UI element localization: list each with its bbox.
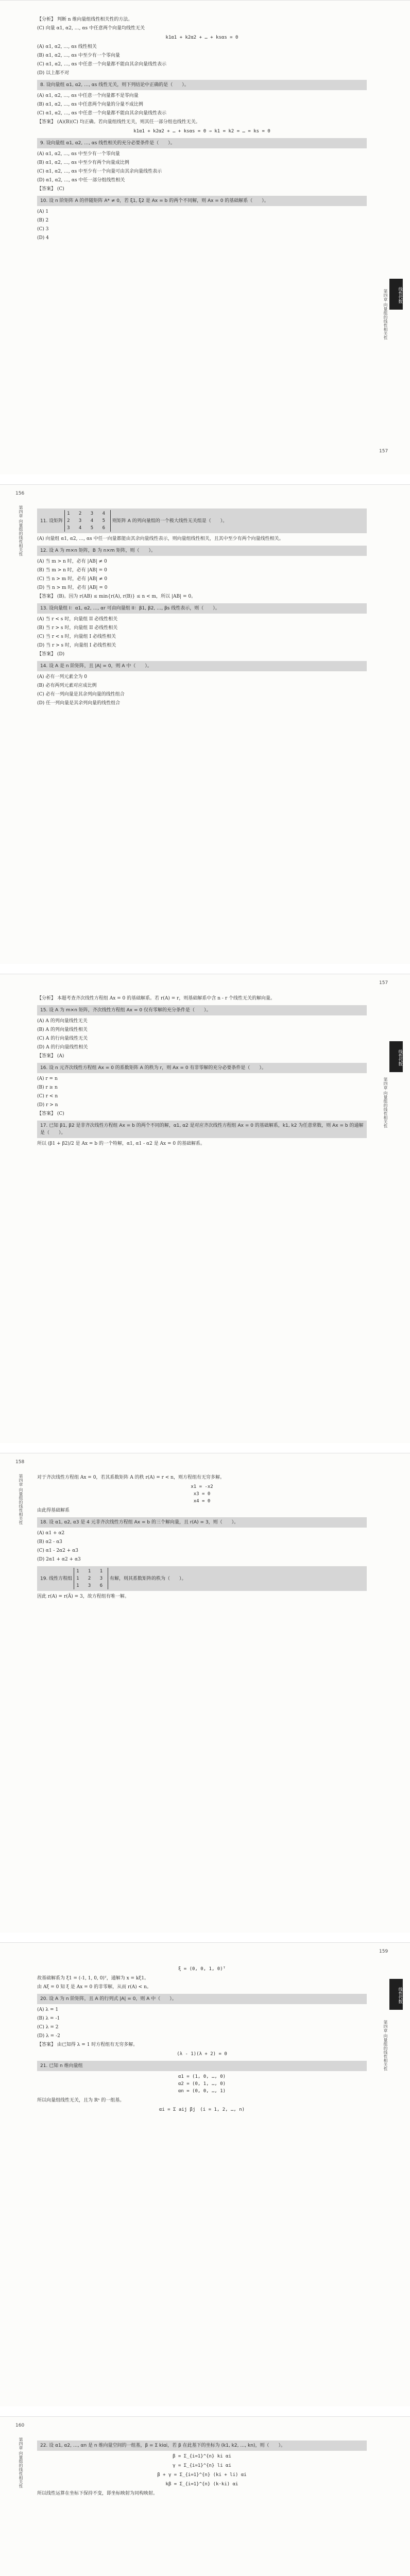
page-content	[37, 2437, 367, 2499]
answer: 【答案】 (A)	[37, 1054, 64, 1059]
page-number: 157	[379, 449, 388, 454]
matrix-row: 2 3 4 5	[67, 518, 108, 523]
option: (C) 必有一列向量是其余列向量的线性组合	[37, 692, 125, 697]
page-2	[0, 484, 410, 964]
option: (A) 必有一列元素全为 0	[37, 674, 87, 680]
question-header: 13. 设向量组 I：α1, α2, …, αr 可由向量组 II：β1, β2, …, βs 线性表示，则（ ）。	[37, 603, 367, 614]
option: (C) λ = 2	[37, 2025, 59, 2030]
page-number: 158	[15, 1460, 25, 1465]
option: (B) A 的列向量线性相关	[37, 1027, 88, 1032]
question-header: 10. 设 n 阶矩阵 A 的伴随矩阵 A* ≠ 0，若 ξ1, ξ2 是 Ax = b 的两个不同解，则 Ax = 0 的基础解系（ ）。	[37, 196, 367, 206]
option: (C) α1, α2, …, αs 中任意一个向量都不能由其余向量线性表示	[37, 111, 167, 116]
question-header: 14. 设 A 是 n 阶矩阵，且 |A| = 0，则 A 中（ ）。	[37, 661, 367, 671]
question-header	[37, 509, 367, 533]
option: (D) 当 n > m 时，必有 |AB| = 0	[37, 585, 108, 590]
option: (A) α1, α2, …, αs 中至少有一个零向量	[37, 151, 120, 157]
side-title: 第四章 向量组的线性相关性	[383, 1077, 388, 1128]
vector: α2 = (0, 1, …, 0)	[178, 2081, 226, 2087]
option: (A) 1	[37, 209, 49, 214]
paragraph: 由此得基础解系	[37, 1508, 70, 1513]
option: (D) λ = -2	[37, 2033, 60, 2039]
option: (D) 任一列向量是其余列向量的线性组合	[37, 701, 121, 706]
option: (C) 当 n > m 时，必有 |AB| ≠ 0	[37, 577, 108, 582]
vector: α1 = (1, 0, …, 0)	[178, 2074, 226, 2079]
formula: k1α1 + k2α2 + … + ksαs = 0 ⇒ k1 = k2 = … = ks = 0	[133, 129, 270, 134]
matrix	[74, 1568, 108, 1589]
matrix-row: 1 1 1	[76, 1569, 106, 1574]
vector: αn = (0, 0, …, 1)	[178, 2089, 226, 2094]
option: (C) r < n	[37, 1094, 58, 1099]
formula: (λ - 1)(λ + 2) = 0	[177, 2052, 227, 2057]
question-header: 8. 设向量组 α1, α2, …, αs 线性无关，则下列结论中正确的是（ ）。	[37, 80, 367, 90]
option: (D) A 的行向量线性相关	[37, 1045, 88, 1050]
answer: 【答案】 (C)	[37, 1111, 64, 1116]
paragraph: 所以线性运算在坐标下保持不变，即坐标映射为同构映射。	[37, 2491, 158, 2496]
option: (B) 必有两列元素对应成比例	[37, 683, 97, 688]
side-title: 第四章 向量组的线性相关性	[383, 2020, 388, 2071]
page-number: 159	[379, 1949, 388, 1954]
page-content	[37, 1474, 367, 1602]
question-header: 20. 设 A 为 n 阶矩阵，且 A 的行列式 |A| = 0，则 A 中（ ）。	[37, 1994, 367, 2004]
option: (C) α1 - 2α2 + α3	[37, 1548, 78, 1553]
option: (D) 2α1 + α2 + α3	[37, 1557, 81, 1562]
question-header: 21. 已知 n 维向量组	[37, 2061, 367, 2071]
option: (B) α1, α2, …, αs 中任意两个向量的分量不成比例	[37, 102, 143, 107]
question-text: 11. 设矩阵	[40, 518, 63, 524]
answer: 因此 r(A) = r(Ā) = 3，故方程组有唯一解。	[37, 1594, 129, 1599]
matrix-row: 3 4 5 6	[67, 526, 108, 531]
option: (B) λ = -1	[37, 2016, 60, 2021]
answer: 所以向量组线性无关，且为 Rⁿ 的一组基。	[37, 2098, 125, 2103]
formula: ξ = (0, 0, 1, 0)ᵀ	[178, 1967, 226, 1972]
matrix-row: 1 2 3 4	[67, 511, 108, 516]
option: (A) 当 r < s 时，向量组 II 必线性相关	[37, 617, 118, 622]
question-text: 19. 线性方程组	[40, 1576, 73, 1582]
question-header: 12. 设 A 为 m×n 矩阵，B 为 n×m 矩阵，则（ ）。	[37, 546, 367, 556]
option: (A) 当 m > n 时，必有 |AB| ≠ 0	[37, 559, 107, 564]
chapter-tab: 线性代数	[389, 279, 403, 310]
chapter-tab: 线性代数	[389, 1041, 403, 1072]
page-content	[37, 16, 367, 243]
option: (C) α1, α2, …, αs 中任意一个向量都不能由其余向量线性表示	[37, 62, 167, 67]
option: (D) 以上都不对	[37, 71, 70, 76]
option: (B) α2 - α3	[37, 1539, 62, 1545]
matrix-row: 1 2 3	[76, 1576, 106, 1581]
paragraph: 对于齐次线性方程组 Ax = 0，若其系数矩阵 A 的秩 r(A) = r < n，则方程组有无穷多解。	[37, 1475, 225, 1480]
option: (A) α1 + α2	[37, 1531, 65, 1536]
page-number: 156	[15, 491, 25, 496]
formula: k1α1 + k2α2 + … + ksαs = 0	[165, 35, 238, 40]
equation: x1 = -x2	[191, 1484, 213, 1489]
option: (B) α1, α2, …, αs 中至少有两个向量成比例	[37, 160, 129, 165]
option: (C) 3	[37, 227, 49, 232]
option: (D) 当 r > s 时，向量组 I 必线性相关	[37, 643, 116, 648]
paragraph: 故基础解系为 ξ1 = (-1, 1, 0, 0)ᵀ，通解为 x = kξ1。	[37, 1976, 149, 1981]
question-header	[37, 1566, 367, 1591]
option: (A) A 的列向量线性无关	[37, 1019, 88, 1024]
question-header: 9. 设向量组 α1, α2, …, αs 线性相关的充分必要条件是（ ）。	[37, 138, 367, 148]
side-title: 第四章 向量组的线性相关性	[19, 505, 23, 556]
page-5	[0, 1942, 410, 2406]
option: (A) λ = 1	[37, 2007, 59, 2012]
page-6	[0, 2416, 410, 2576]
question-text: 有解，则其系数矩阵的秩为（ ）。	[110, 1576, 186, 1582]
option: (A) α1, α2, …, αs 线性相关	[37, 44, 97, 49]
option: (B) 当 r > s 时，向量组 II 必线性相关	[37, 625, 118, 631]
matrix-row: 1 3 6	[76, 1583, 106, 1588]
option: (B) 当 m > n 时，必有 |AB| = 0	[37, 568, 107, 573]
option: (B) r ≥ n	[37, 1085, 58, 1090]
answer: 【答案】 由已知得 λ = 1 时方程组有无穷多解。	[37, 2042, 138, 2047]
option: (C) 当 r < s 时，向量组 I 必线性相关	[37, 634, 116, 639]
side-title: 第四章 向量组的线性相关性	[383, 289, 388, 340]
option: (B) 2	[37, 218, 49, 223]
side-title: 第四章 向量组的线性相关性	[19, 2437, 23, 2488]
option: (A) α1, α2, …, αs 中任意一个向量都不是零向量	[37, 93, 139, 98]
option: (D) 4	[37, 235, 49, 241]
option: (D) α1, α2, …, αs 中任一部分组线性相关	[37, 178, 125, 183]
page-number: 160	[15, 2423, 25, 2428]
page-4	[0, 1453, 410, 1933]
vector-list	[37, 2073, 367, 2095]
question-header: 17. 已知 β1, β2 是非齐次线性方程组 Ax = b 的两个不同的解，α1, α2 是对应齐次线性方程组 Ax = 0 的基础解系，k1, k2 为任意常数，则 Ax = b 的通解是（ ）。	[37, 1121, 367, 1138]
question-header: 22. 设 α1, α2, …, αn 是 n 维向量空间的一组基，β = Σ kiαi，若 β 在此基下的坐标为 (k1, k2, …, kn)，则（ ）。	[37, 2441, 367, 2451]
question-text: 则矩阵 A 的列向量组的一个极大线性无关组是（ ）。	[112, 518, 228, 524]
chapter-tab: 线性代数	[389, 1979, 403, 2010]
answer: 【答案】 (D)	[37, 652, 65, 657]
equation: x4 = 0	[193, 1499, 211, 1504]
page-1	[0, 0, 410, 474]
equation: x3 = 0	[193, 1492, 211, 1497]
formula: β = Σ_{i=1}^{n} ki αi	[173, 2454, 231, 2459]
formula: αi = Σ aij βj (i = 1, 2, …, n)	[159, 2107, 245, 2112]
option: (C) α1, α2, …, αs 中至少有一个向量可由其余向量线性表示	[37, 169, 162, 174]
paragraph: 由 Aξ = 0 知 ξ 是 Ax = 0 的非零解，从而 r(A) < n。	[37, 1985, 151, 1990]
page-content	[37, 505, 367, 708]
answer: 【答案】 (C)	[37, 187, 64, 192]
paragraph: 所以 (β1 + β2)/2 是 Ax = b 的一个特解，α1, α1 - α2 是 Ax = 0 的基础解系。	[37, 1141, 205, 1146]
answer: 【答案】 (A)(B)(C) 均正确。若向量组线性无关，则其任一部分组也线性无关。	[37, 120, 200, 125]
note: 【分析】 判断 n 维向量组线性相关性的方法。	[37, 17, 133, 22]
page-content	[37, 1963, 367, 2115]
answer: 【答案】 (B)。因为 r(AB) ≤ min{r(A), r(B)} ≤ n < m，所以 |AB| = 0。	[37, 594, 196, 599]
matrix	[64, 510, 111, 532]
question-text: (C) 向量 α1, α2, …, αs 中任意两个向量均线性无关	[37, 26, 145, 31]
option: (C) A 的行向量线性无关	[37, 1036, 88, 1041]
formula: γ = Σ_{i=1}^{n} li αi	[173, 2463, 231, 2468]
paragraph: 【分析】 本题考查齐次线性方程组 Ax = 0 的基础解系。若 r(A) = r，则基础解系中含 n - r 个线性无关的解向量。	[37, 996, 275, 1001]
page-number: 157	[379, 980, 388, 986]
option: (D) r > n	[37, 1103, 58, 1108]
side-title: 第四章 向量组的线性相关性	[19, 1474, 23, 1525]
formula: β + γ = Σ_{i=1}^{n} (ki + li) αi	[157, 2472, 247, 2478]
option: (A) r = n	[37, 1076, 58, 1081]
question-header: 15. 设 A 为 m×n 矩阵，齐次线性方程组 Ax = 0 仅有零解的充分条件是（ ）。	[37, 1005, 367, 1015]
paragraph: (A) 向量组 α1, α2, …, αs 中任一向量都能由其余向量线性表示，则向量组线性相关，且其中至少有两个向量线性相关。	[37, 536, 284, 541]
formula: kβ = Σ_{i=1}^{n} (k·ki) αi	[165, 2482, 238, 2487]
option: (B) α1, α2, …, αs 中至少有一个零向量	[37, 53, 120, 58]
question-header: 16. 设 n 元齐次线性方程组 Ax = 0 的系数矩阵 A 的秩为 r，则 Ax = 0 有非零解的充分必要条件是（ ）。	[37, 1063, 367, 1073]
page-3	[0, 974, 410, 1443]
question-header: 18. 设 α1, α2, α3 是 4 元非齐次线性方程组 Ax = b 的三个解向量，且 r(A) = 3，则（ ）。	[37, 1517, 367, 1528]
equation-system	[37, 1483, 367, 1505]
page-content	[37, 995, 367, 1149]
